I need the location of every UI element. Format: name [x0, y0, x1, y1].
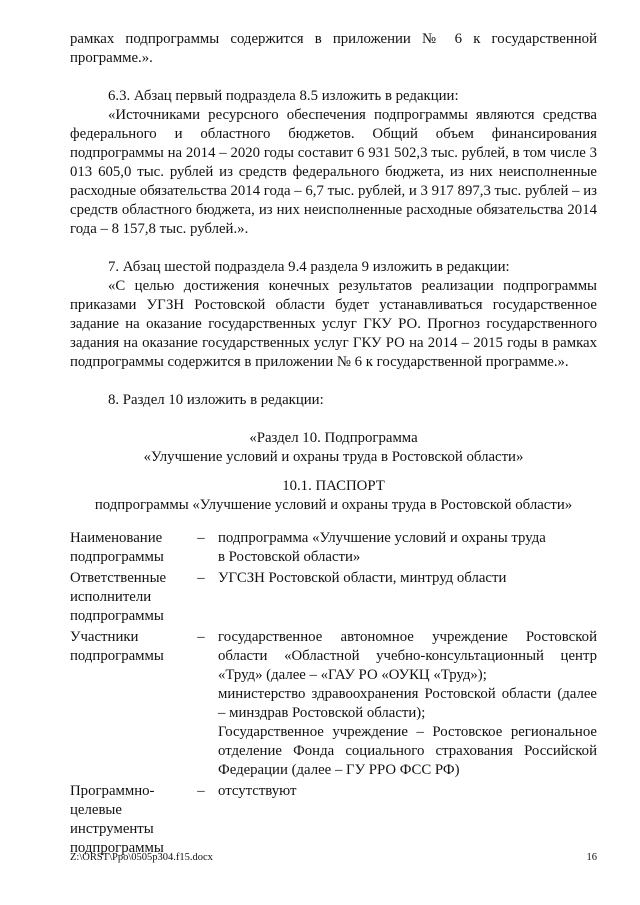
passport-row-participants: [70, 628, 597, 782]
value-paragraph: министерство здравоохранения Ростовской области (далее – минздрав Ростовской области);: [218, 686, 597, 721]
passport-label: [70, 628, 184, 782]
item-8-heading: 8. Раздел 10 изложить в редакции:: [108, 392, 324, 408]
section-title-line2: «Улучшение условий и охраны труда в Ростовской области»: [143, 449, 524, 465]
footer-page-number: 16: [586, 852, 597, 863]
section-title-line1: «Раздел 10. Подпрограмма: [249, 430, 418, 446]
label-line: подпрограммы: [70, 648, 164, 664]
label-line: Программно-: [70, 783, 155, 799]
item-6-3-heading: 6.3. Абзац первый подраздела 8.5 изложить в редакции:: [108, 88, 459, 104]
value-line: отсутствуют: [218, 783, 297, 799]
value-paragraph: Государственное учреждение – Ростовское региональное отделение Фонда социального страхования Российской Федерации (далее – ГУ РРО ФСС РФ): [218, 724, 597, 778]
label-line: инструменты: [70, 821, 154, 837]
passport-label: [70, 569, 184, 628]
passport-label: [70, 782, 184, 860]
value-line: подпрограмма «Улучшение условий и охраны труда: [218, 530, 546, 546]
item-6-3-body: «Источниками ресурсного обеспечения подпрограммы являются средства федерального и областного бюджетов. Общий объем финансирования подпрограммы на 2014 – 2020 годы составит 6 931 502,3 тыс. рублей, в том числе 3 013 605,0 тыс. рублей из средств федерального бюджета, из них неисполненные расходные обязательства 2014 года – 6,7 тыс. рублей, и 3 917 897,3 тыс. рублей – из средств областного бюджета, из них неисполненные расходные обязательства 2014 года – 8 157,8 тыс. рублей.».: [70, 107, 597, 237]
intro-continuation: рамках подпрограммы содержится в приложении № 6 к государственной программе.».: [70, 31, 597, 66]
label-line: подпрограммы: [70, 549, 164, 565]
value-line: УГСЗН Ростовской области, минтруд области: [218, 570, 507, 586]
item-7-heading: 7. Абзац шестой подраздела 9.4 раздела 9 изложить в редакции:: [108, 259, 510, 275]
passport-table: [70, 529, 597, 860]
passport-dash: –: [197, 530, 205, 546]
label-line: исполнители: [70, 589, 152, 605]
passport-value: [218, 782, 597, 860]
document-page: [70, 30, 597, 860]
passport-value: [218, 529, 597, 569]
passport-row-executors: [70, 569, 597, 628]
passport-value: [218, 628, 597, 782]
passport-subtitle: подпрограммы «Улучшение условий и охраны труда в Ростовской области»: [94, 497, 573, 513]
value-line: в Ростовской области»: [218, 549, 361, 565]
passport-dash: –: [197, 629, 205, 645]
passport-dash: –: [197, 570, 205, 586]
item-7-body: «С целью достижения конечных результатов реализации подпрограммы приказами УГЗН Ростовской области будет устанавливаться государственное задание на оказание государственных услуг ГКУ РО. Прогноз государственного задания на оказание государственных услуг ГКУ РО на 2014 – 2015 годы в рамках подпрограммы содержится в приложении № 6 к государственной программе.».: [70, 278, 597, 370]
passport-row-instruments: [70, 782, 597, 860]
passport-title: 10.1. ПАСПОРТ: [282, 478, 385, 494]
passport-value: [218, 569, 597, 628]
label-line: Участники: [70, 629, 139, 645]
label-line: подпрограммы: [70, 840, 164, 856]
label-line: целевые: [70, 802, 122, 818]
passport-label: [70, 529, 184, 569]
label-line: Наименование: [70, 530, 163, 546]
label-line: подпрограммы: [70, 608, 164, 624]
value-paragraph: государственное автономное учреждение Ростовской области «Областной учебно-консультационный центр «Труд» (далее – «ГАУ РО «ОУКЦ «Труд»);: [218, 629, 597, 683]
passport-row-name: [70, 529, 597, 569]
label-line: Ответственные: [70, 570, 167, 586]
footer-file-path: Z:\ORST\Ppo\0505p304.f15.docx: [70, 852, 213, 863]
passport-dash: –: [197, 783, 205, 799]
